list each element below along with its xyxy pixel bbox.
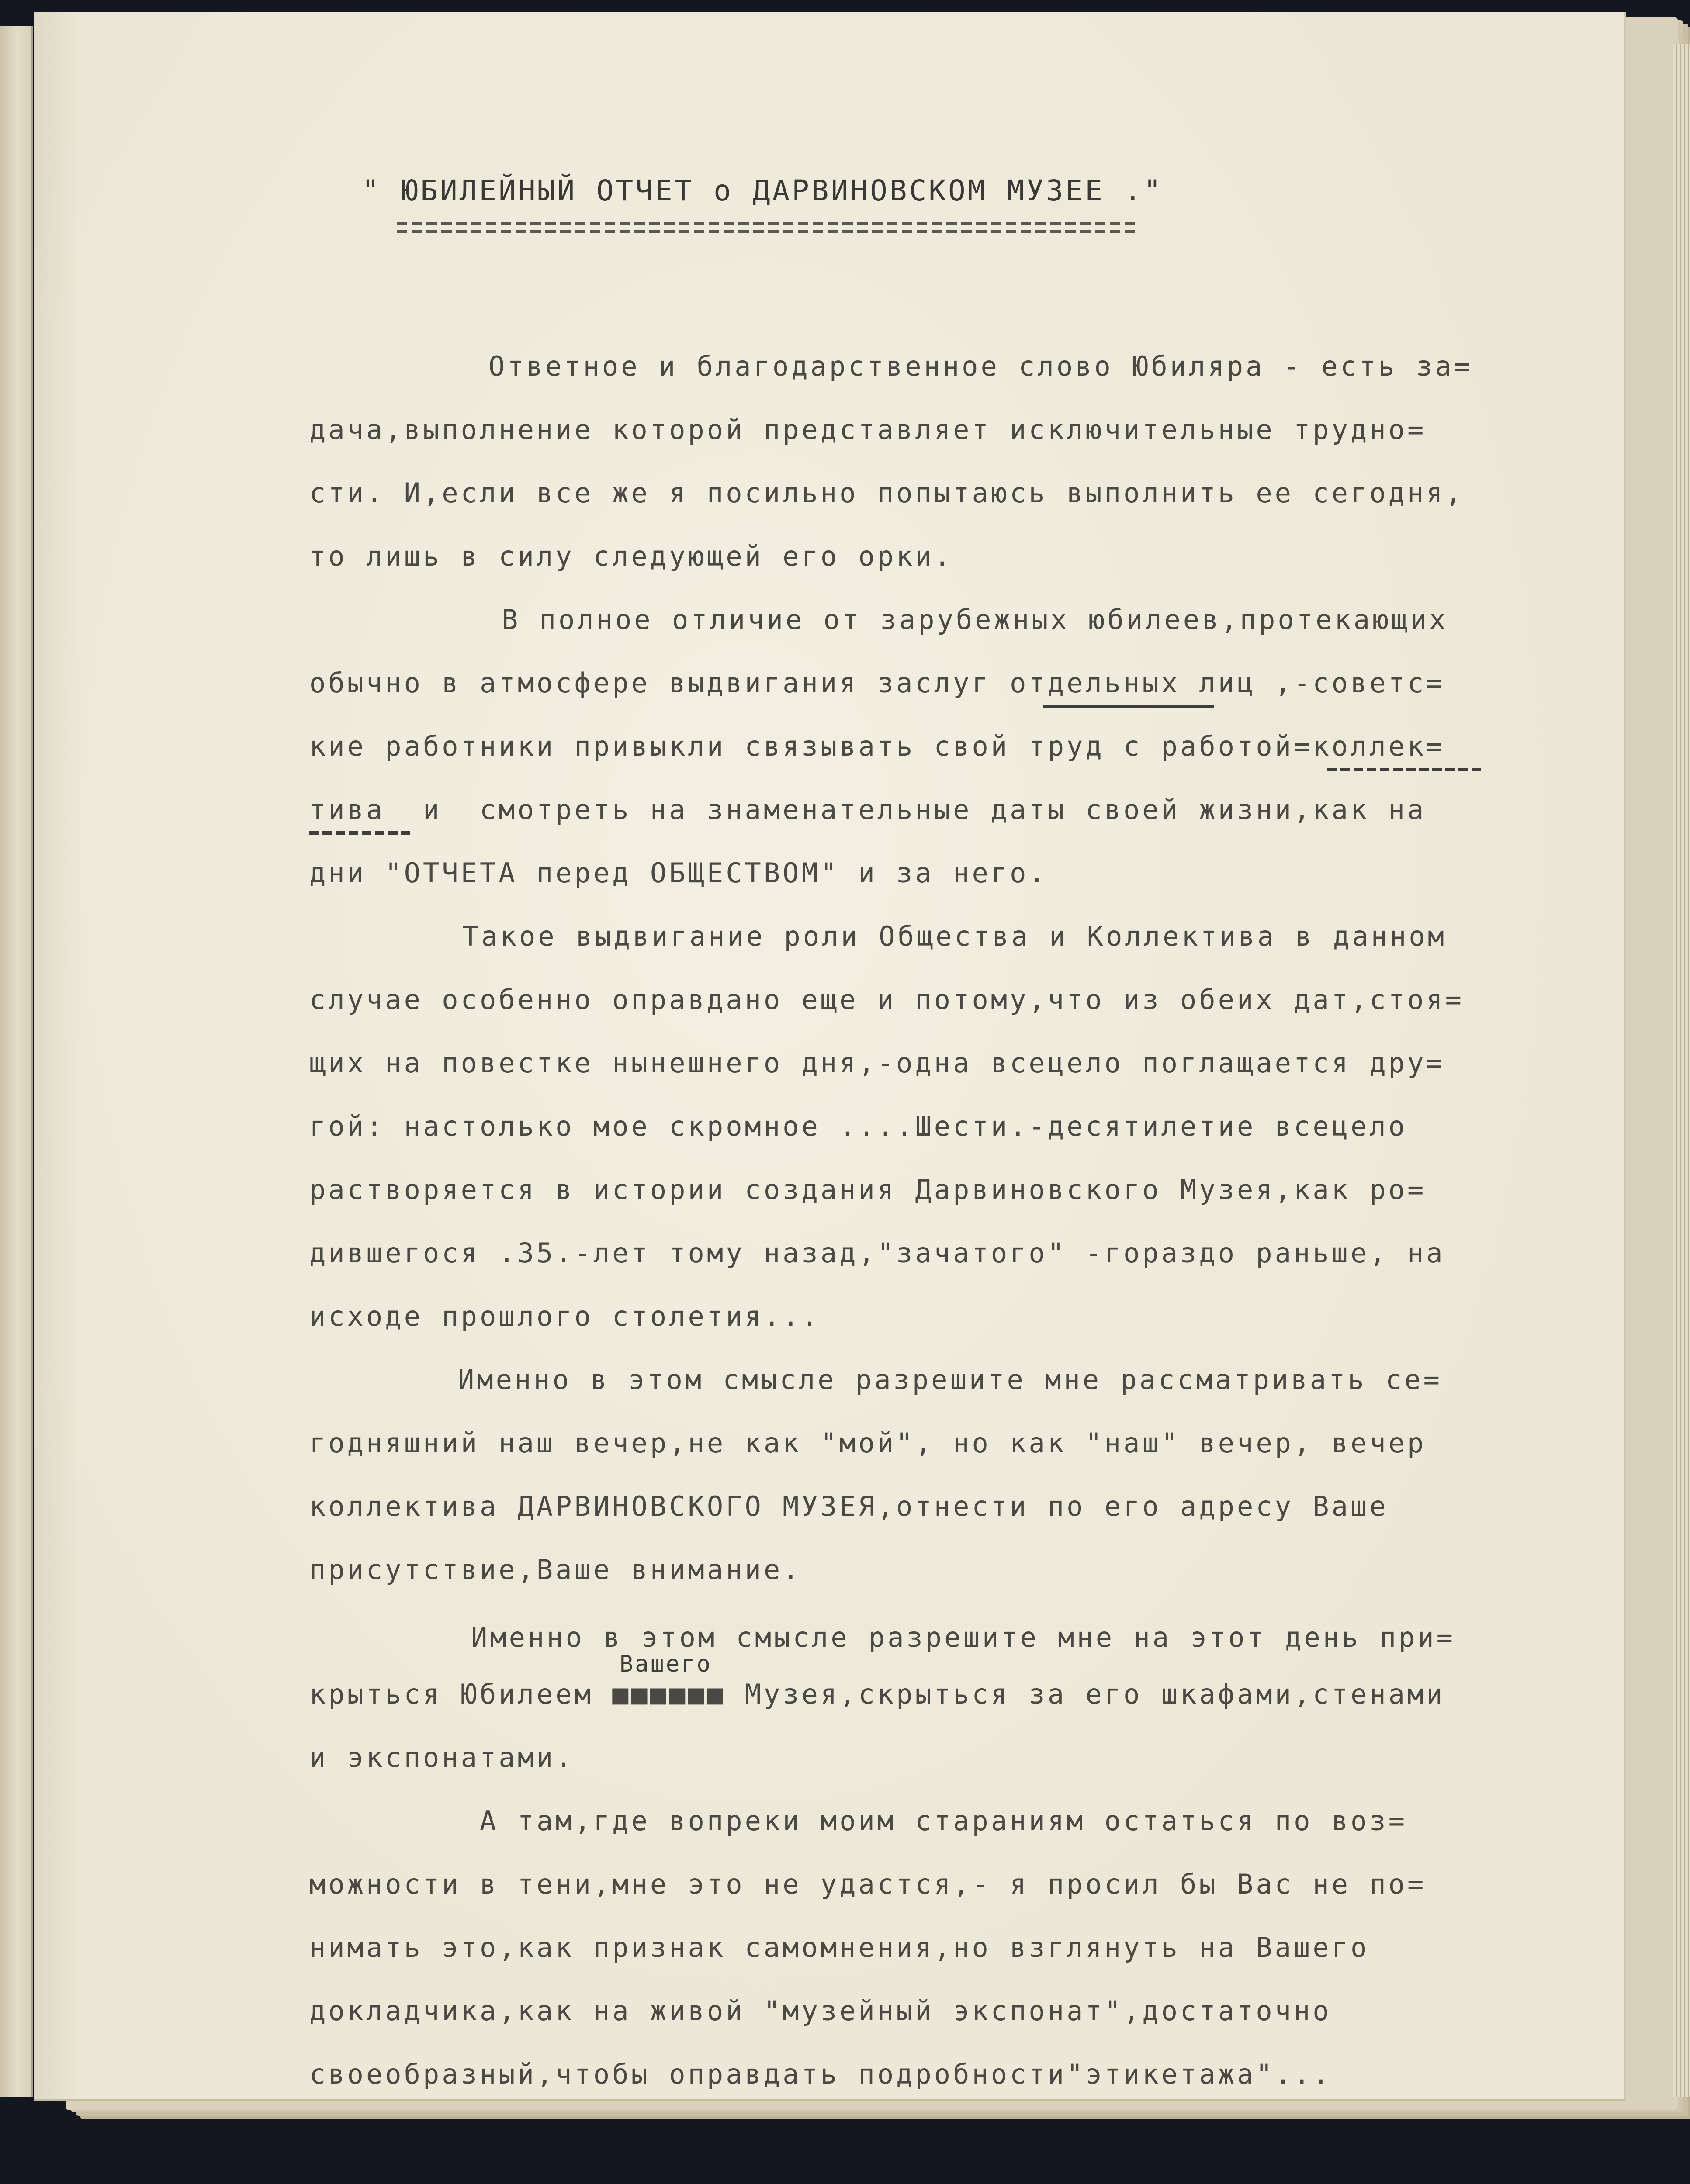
text-line: Такое выдвигание роли Общества и Коллектива в данном xyxy=(462,920,1447,952)
text-line: можности в тени,мне это не удастся,- я просил бы Вас не по= xyxy=(309,1868,1427,1900)
underline-mark xyxy=(1043,705,1214,708)
text-line: В полное отличие от зарубежных юбилеев,протекающих xyxy=(502,604,1448,636)
text-line: Ответное и благодарственное слово Юбиляра - есть за= xyxy=(488,350,1473,382)
text-line: тива и смотреть на знаменательные даты своей жизни,как на xyxy=(309,794,1427,826)
text-line: докладчика,как на живой "музейный экспонат",достаточно xyxy=(309,1995,1332,2027)
text-line: то лишь в силу следующей его орки. xyxy=(309,540,953,572)
underline-mark xyxy=(309,831,410,835)
text-line: и экспонатами. xyxy=(309,1742,575,1773)
text-line: дача,выполнение которой представляет исключительные трудно= xyxy=(309,414,1427,446)
text-line: Именно в этом смысле разрешите мне рассматривать се= xyxy=(458,1364,1443,1396)
text-line: Именно в этом смысле разрешите мне на этот день при= xyxy=(471,1621,1456,1653)
document-title: " ЮБИЛЕЙНЫЙ ОТЧЕТ о ДАРВИНОВСКОМ МУЗЕЕ ." xyxy=(362,174,1164,207)
text-line: обычно в атмосфере выдвигания заслуг отдельных лиц ,-советс= xyxy=(309,667,1445,699)
text-line: растворяется в истории создания Дарвиновского Музея,как ро= xyxy=(309,1174,1427,1206)
title-double-underline xyxy=(397,222,1139,233)
text-line: щих на повестке нынешнего дня,-одна всецело поглащается дру= xyxy=(309,1047,1445,1079)
text-line: крыться Юбилеем ■■■■■■ Музея,скрыться за его шкафами,стенами xyxy=(309,1678,1445,1710)
handwritten-insert: Вашего xyxy=(620,1651,712,1677)
text-line: своеобразный,чтобы оправдать подробности"этикетажа"... xyxy=(309,2058,1332,2090)
text-line: коллектива ДАРВИНОВСКОГО МУЗЕЯ,отнести по его адресу Ваше xyxy=(309,1490,1389,1522)
text-line: нимать это,как признак самомнения,но взглянуть на Вашего xyxy=(309,1932,1370,1963)
text-line: кие работники привыкли связывать свой труд с работой=коллек= xyxy=(309,730,1445,762)
text-line: гой: настолько мое скромное ....Шести.-десятилетие всецело xyxy=(309,1110,1407,1142)
text-line: А там,где вопреки моим стараниям остаться по воз= xyxy=(480,1805,1408,1837)
previous-page-edge xyxy=(0,26,33,2097)
text-line: сти. И,если все же я посильно попытаюсь выполнить ее сегодня, xyxy=(309,477,1464,509)
text-line: присутствие,Ваше внимание. xyxy=(309,1554,802,1586)
text-line: дни "ОТЧЕТА перед ОБЩЕСТВОМ" и за него. xyxy=(309,857,1048,889)
text-line: случае особенно оправдано еще и потому,что из обеих дат,стоя= xyxy=(309,984,1464,1016)
text-line: годняшний наш вечер,не как "мой", но как "наш" вечер, вечер xyxy=(309,1427,1427,1459)
underline-mark xyxy=(1327,768,1485,771)
text-line: исходе прошлого столетия... xyxy=(309,1300,821,1332)
text-line: дившегося .35.-лет тому назад,"зачатого" -гораздо раньше, на xyxy=(309,1237,1445,1269)
document-page xyxy=(34,12,1626,2101)
